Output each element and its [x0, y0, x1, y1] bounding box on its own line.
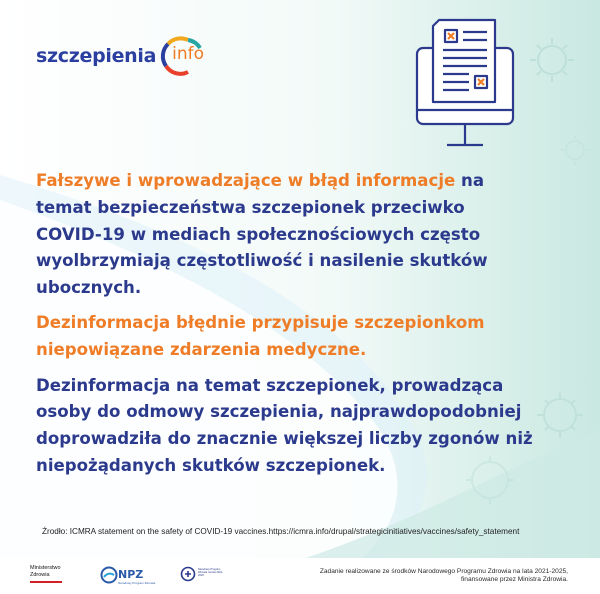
- ministry-bar: [30, 581, 62, 583]
- text-line: ubocznych.: [36, 278, 142, 298]
- text-line: niepożądanych skutków szczepionek.: [36, 455, 386, 475]
- highlight-phrase: Fałszywe i wprowadzające w błąd informacje: [36, 171, 456, 190]
- logo-ring-icon: [158, 34, 206, 78]
- ministry-line2: Zdrowia: [30, 571, 50, 578]
- npz-emblem-icon: [100, 566, 118, 584]
- monitor-document-icon: [415, 18, 515, 153]
- text-line: doprowadziła do znacznie większej liczby zgonów niż: [36, 429, 533, 449]
- paragraph-misinformation: [36, 168, 576, 302]
- main-content: [36, 168, 576, 480]
- npz-sub: Narodowy Program Zdrowia: [118, 581, 156, 585]
- logo-word: szczepienia: [36, 45, 157, 67]
- text-line: Dezinformacja błędnie przypisuje szczepionkom: [36, 312, 485, 332]
- funding-note: [300, 568, 568, 585]
- ministry-logo: [30, 565, 85, 587]
- funding-line1: Zadanie realizowane ze środków Narodowego Programu Zdrowia na lata 2021-2025,: [319, 568, 568, 575]
- text-line: temat bezpieczeństwa szczepionek przeciwko: [36, 197, 465, 217]
- text-line: wyolbrzymiają częstotliwość i nasilenie skutków: [36, 251, 488, 271]
- program-label: Narodowy Program Zdrowia na lata 2021-2025: [198, 568, 224, 578]
- logo-info: info: [172, 44, 205, 64]
- text-line: COVID-19 w mediach społecznościowych często: [36, 224, 481, 244]
- program-emblem-icon: [180, 566, 196, 582]
- program-logo: [180, 566, 230, 586]
- text-line: niepowiązane zdarzenia medyczne.: [36, 339, 367, 359]
- brand-logo[interactable]: [36, 34, 206, 78]
- paragraph-disinformation-deaths: [36, 373, 576, 480]
- npz-label: NPZ: [118, 568, 144, 581]
- text-line: na: [455, 171, 485, 190]
- ministry-line1: Ministerstwo: [30, 565, 61, 571]
- text-line: osoby do odmowy szczepienia, najprawdopodobniej: [36, 402, 522, 422]
- paragraph-disinformation-attribution: [36, 310, 576, 364]
- funding-line2: finansowane przez Ministra Zdrowia.: [460, 576, 568, 584]
- source-citation[interactable]: Źrodło: ICMRA statement on the safety of COVID-19 vaccines.https://icmra.info/drupal/strategicinitiatives/vaccines/safety_statement: [42, 527, 520, 536]
- npz-logo: [100, 566, 155, 586]
- text-line: Dezinformacja na temat szczepionek, prowadząca: [36, 375, 504, 395]
